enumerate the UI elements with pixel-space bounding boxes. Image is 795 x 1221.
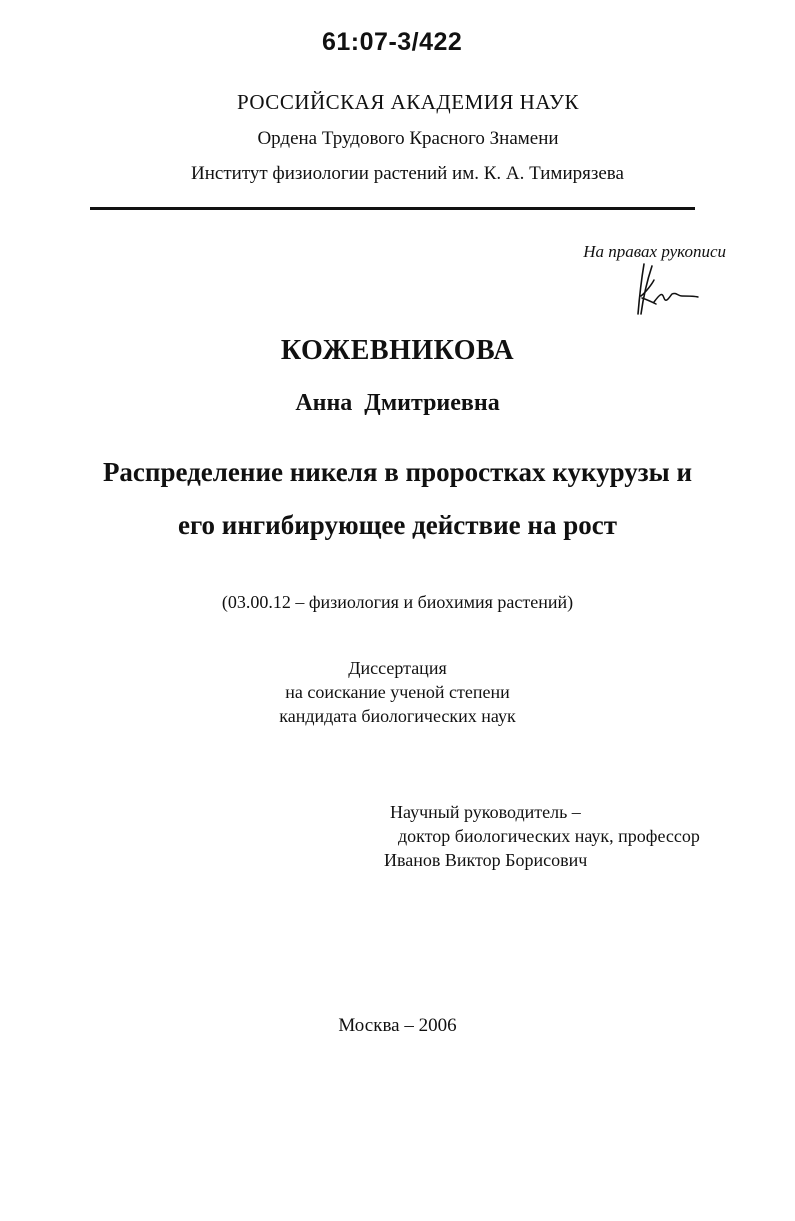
dissertation-label: Диссертация bbox=[348, 658, 447, 678]
speciality-code: (03.00.12 – физиология и биохимия растений) bbox=[221, 592, 574, 612]
degree-purpose: на соискание ученой степени bbox=[285, 682, 510, 702]
academy-name: РОССИЙСКАЯ АКАДЕМИЯ НАУК bbox=[236, 90, 580, 114]
supervisor-title: доктор биологических наук, профессор bbox=[398, 826, 700, 846]
header-divider bbox=[90, 207, 695, 210]
author-given-names: Анна Дмитриевна bbox=[295, 390, 500, 416]
author-surname: КОЖЕВНИКОВА bbox=[280, 335, 515, 366]
degree-name: кандидата биологических наук bbox=[279, 706, 516, 726]
supervisor-label: Научный руководитель – bbox=[390, 802, 581, 822]
thesis-title-line-1: Распределение никеля в проростках кукурузы и bbox=[102, 457, 693, 487]
thesis-title-line-2: его ингибирующее действие на рост bbox=[177, 510, 617, 540]
city-year: Москва – 2006 bbox=[338, 1015, 457, 1036]
catalog-number: 61:07-3/422 bbox=[322, 28, 463, 56]
signature-mark bbox=[620, 262, 715, 317]
institute-name: Институт физиологии растений им. К. А. Тимирязева bbox=[191, 163, 624, 184]
order-name: Ордена Трудового Красного Знамени bbox=[257, 128, 559, 149]
rights-note: На правах рукописи bbox=[583, 242, 726, 261]
supervisor-name: Иванов Виктор Борисович bbox=[384, 850, 588, 870]
